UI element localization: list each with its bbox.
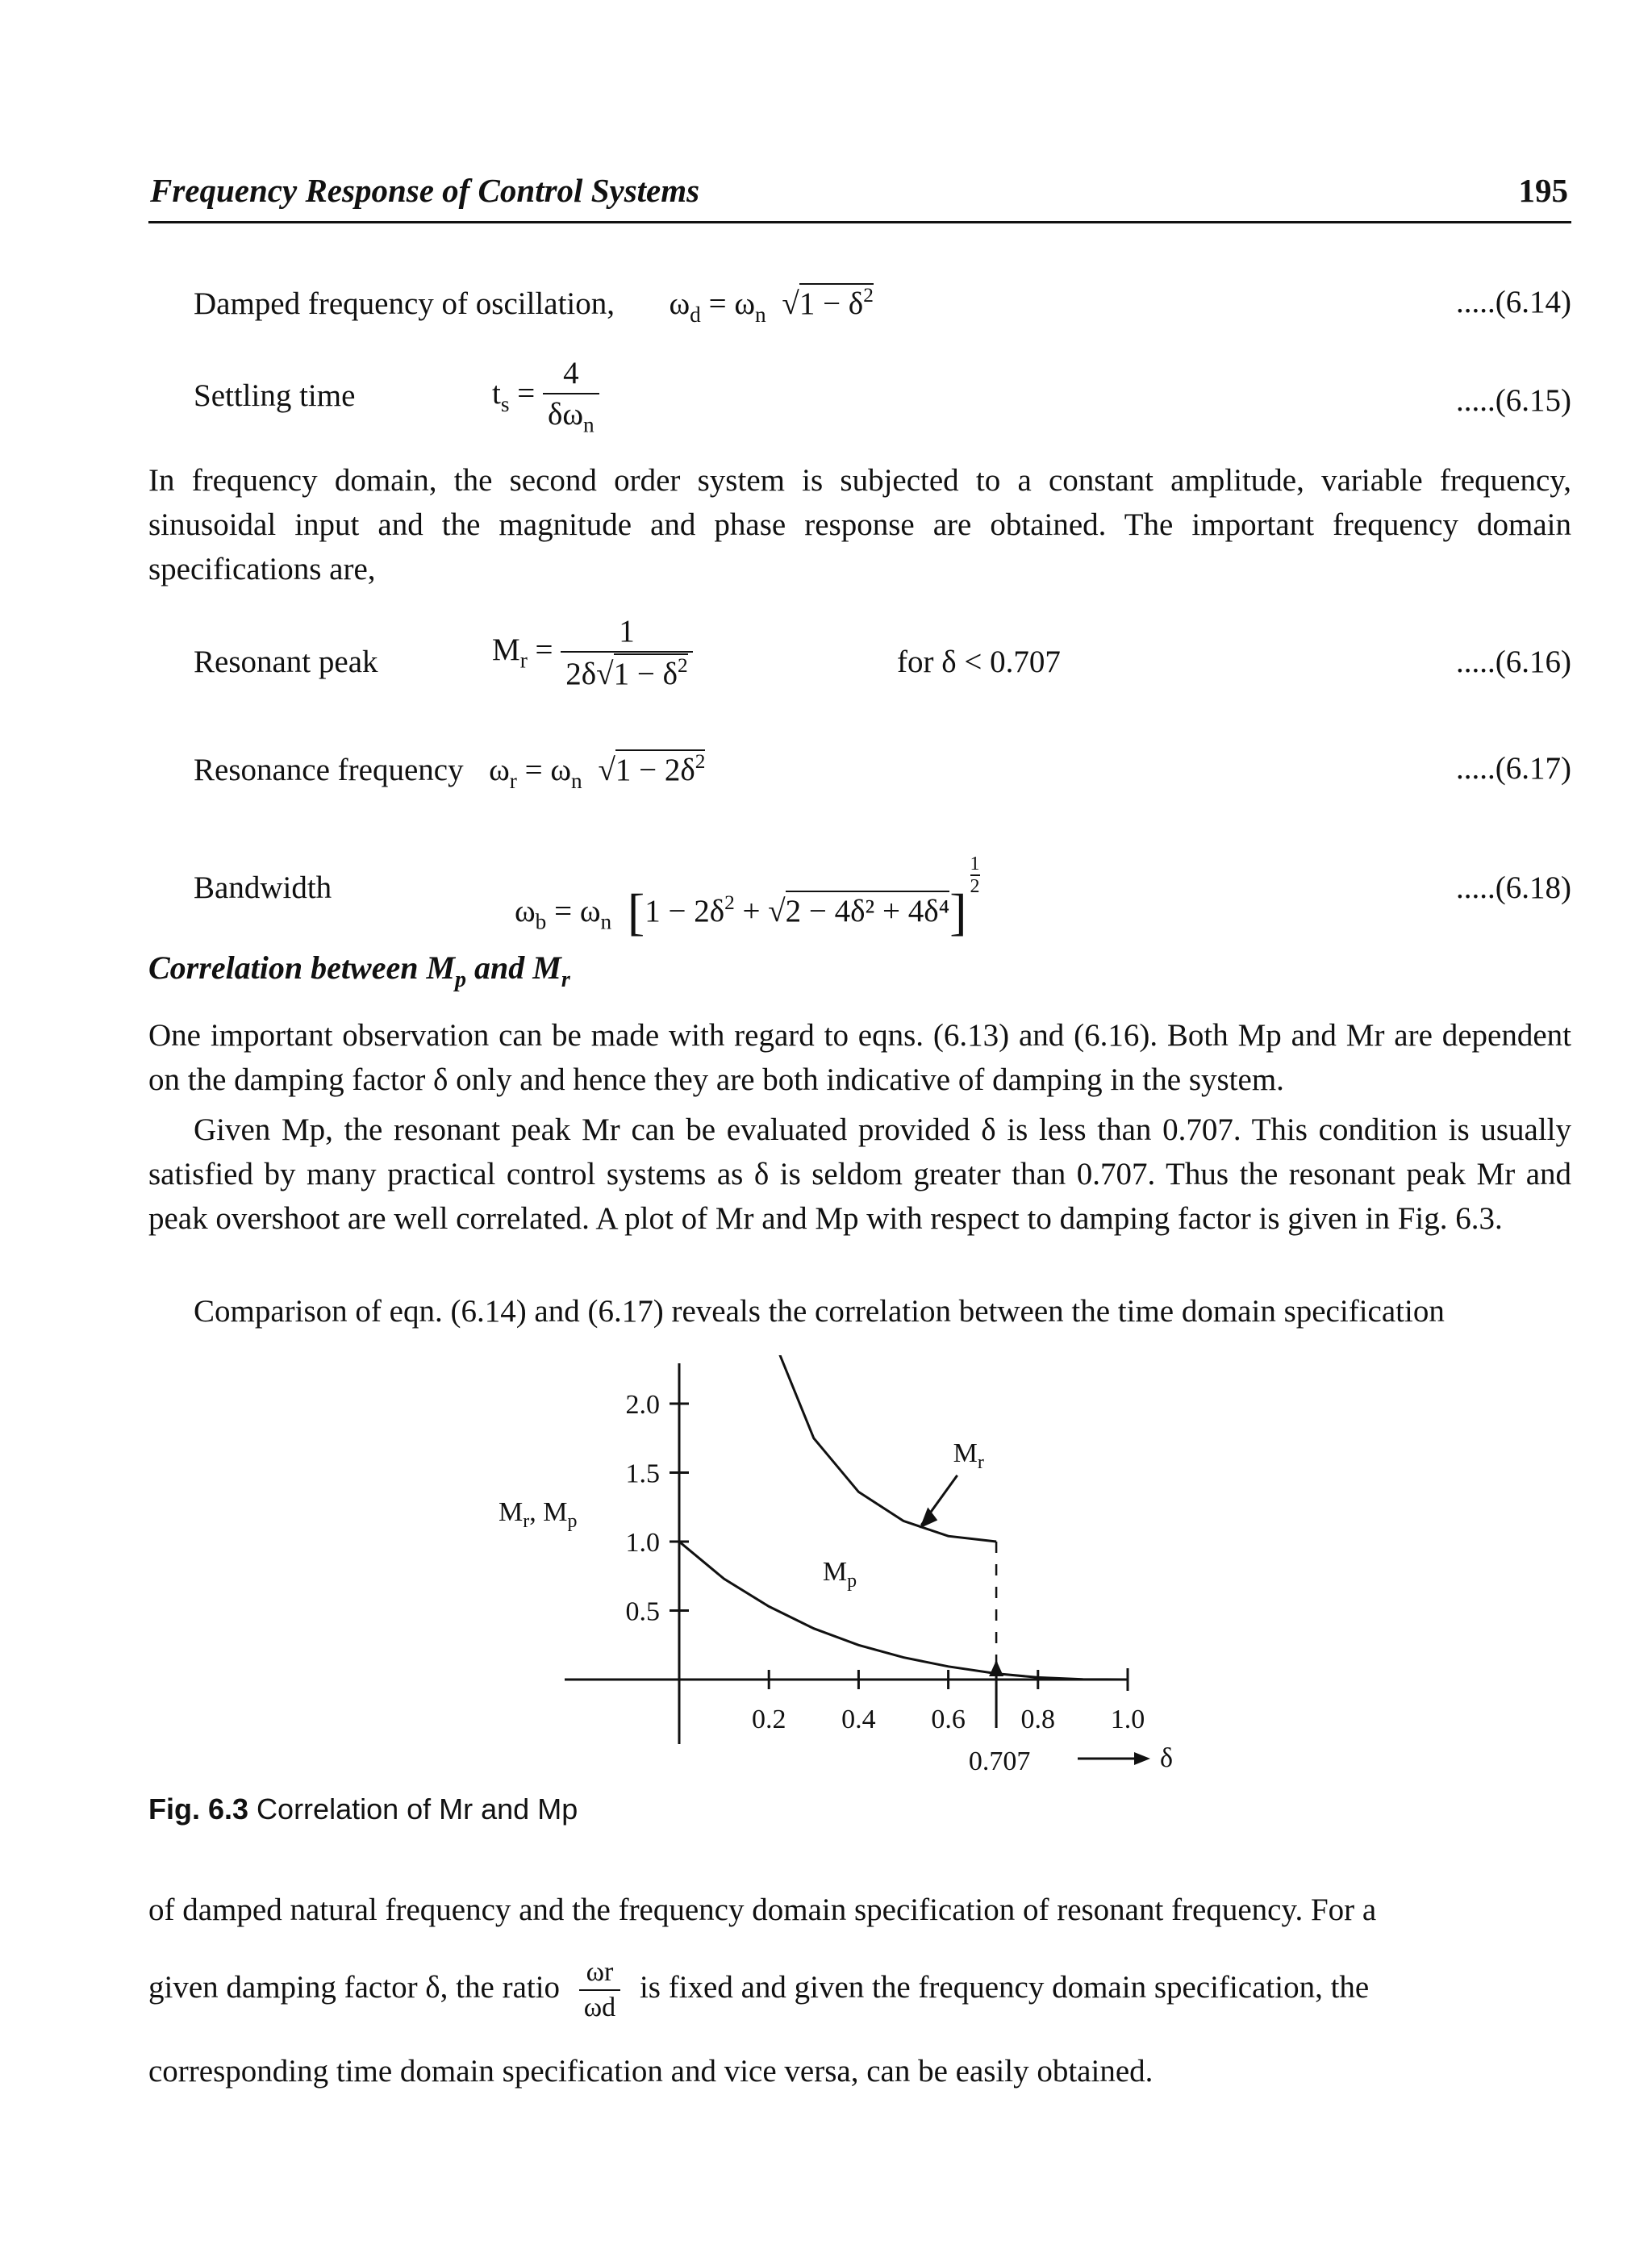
symbol: = ω (516, 753, 572, 788)
x-tick-label: 0.4 (841, 1705, 876, 1734)
symbol: M (492, 632, 520, 668)
heading-text: Correlation between M (148, 949, 456, 986)
equation-6-17: Resonance frequency $\omega_r = \omega_n$ $√1 - 2\delta^2$ (194, 750, 706, 793)
paragraph-given: Given Mp, the resonant peak Mr can be evaluated provided δ is less than 0.707. This condition is usually satisfied by many practical control systems as δ is seldom greater than 0.707. Thus the resonant peak Mr and peak overshoot are well correlated. A plot of Mr and Mp with respect to damping factor is given in Fig. 6.3. (148, 1112, 1571, 1236)
symbol: = ω (546, 894, 601, 929)
symbol: = (509, 376, 543, 411)
equation-number: .....(6.17) (1456, 751, 1571, 786)
symbol: t (492, 376, 501, 411)
fraction (543, 355, 599, 438)
equation-number: .....(6.14) (1456, 285, 1571, 319)
superscript: 2 (863, 284, 874, 307)
ratio-fraction (579, 1957, 620, 2023)
bandwidth-formula: $\omega_b = \omega_n$ $[1 - 2\delta^2 + √2 - 4\delta^2 + 4\delta^4]$ $\frac{1}{2}$ (515, 853, 980, 941)
equation-6-15 (194, 361, 356, 413)
caption-text: Correlation of Mr and Mp (257, 1792, 578, 1826)
series-mr-label: $M_r$ (953, 1438, 984, 1473)
operator: + (734, 894, 769, 929)
radicand: 1 − δ (799, 286, 864, 322)
subscript: r (561, 966, 570, 992)
symbol: ω (515, 894, 536, 929)
series-mp-label: $M_p$ (822, 1556, 857, 1592)
mr-annotation-arrowhead (920, 1507, 937, 1528)
equation-number: .....(6.18) (1456, 870, 1571, 905)
equation-label: Resonance frequency (194, 753, 464, 788)
caption-label: Fig. 6.3 (148, 1792, 249, 1826)
page-number: 195 (1518, 172, 1568, 209)
paragraph-observation: One important observation can be made with regard to eqns. (6.13) and (6.16). Both Mp and Mr are dependent on the damping factor δ only and hence they are both indicative of damping in the system. (148, 1018, 1571, 1097)
equation-number: .....(6.16) (1456, 645, 1571, 679)
subscript: r (519, 648, 528, 673)
subscript: d (690, 302, 701, 327)
running-header (148, 171, 1571, 223)
subscript: n (571, 768, 582, 793)
y-tick-label: 2.0 (625, 1390, 660, 1420)
numerator: 4 (563, 356, 579, 390)
equation-label: Damped frequency of oscillation, (194, 286, 615, 322)
equation-number: .....(6.15) (1456, 383, 1571, 418)
superscript: 2 (724, 891, 735, 914)
exponent-numerator: 1 (970, 853, 980, 874)
subscript: p (455, 966, 467, 992)
x-tick-label: 0.2 (751, 1705, 786, 1734)
y-tick-label: 1.0 (625, 1528, 660, 1558)
symbol: ω (669, 286, 690, 322)
symbol: = (527, 632, 561, 668)
denominator: ωd (579, 1989, 620, 2023)
x-tick-label: 1.0 (1110, 1705, 1145, 1734)
radical (799, 283, 874, 321)
term: 1 − 2δ (645, 894, 725, 929)
x-axis-direction-arrowhead (1134, 1752, 1150, 1765)
radical (615, 749, 706, 787)
exponent-denominator: 2 (970, 876, 980, 897)
fraction: $\frac{1}{2\delta√1 - \delta^2}$ (561, 613, 692, 692)
condition: for δ < 0.707 (897, 645, 1061, 679)
paragraph-intro: In frequency domain, the second order system is subjected to a constant amplitude, variable frequency, sinusoidal input and the magnitude and phase response are obtained. The important frequency domain specifications are, (148, 463, 1571, 586)
y-tick-label: 1.5 (625, 1459, 660, 1489)
series-mp-curve (679, 1542, 1128, 1680)
radicand: 1 − 2δ (615, 753, 695, 788)
paragraph-damped: of damped natural frequency and the frequency domain specification of resonant frequency. For a (148, 1893, 1377, 1927)
subscript: s (500, 391, 510, 416)
equation-6-18-label (194, 870, 332, 906)
subscript: r (509, 768, 517, 793)
symbol: ω (489, 753, 510, 788)
x-tick-label: 0.6 (931, 1705, 966, 1734)
heading-text: and M (466, 949, 561, 986)
numerator: ωr (586, 1957, 614, 1987)
equation-label: Bandwidth (194, 870, 332, 905)
symbol: = ω (700, 286, 755, 322)
superscript: 2 (677, 654, 688, 677)
radicand: 2 − 4δ² + 4δ⁴ (785, 894, 950, 929)
radicand: 1 − δ (613, 657, 678, 692)
paragraph-ratio (148, 1957, 1571, 2023)
correlation-chart (452, 1355, 1258, 1815)
y-tick-label: 0.5 (625, 1596, 660, 1627)
settling-formula (492, 355, 599, 438)
denominator: 2δ (565, 657, 597, 692)
subscript: b (535, 909, 547, 934)
subscript: n (755, 302, 766, 327)
equation-6-16-label (194, 644, 378, 680)
x-axis-label: δ (1159, 1743, 1174, 1773)
equation-label: Settling time (194, 378, 356, 413)
marker-arrowhead (989, 1660, 1003, 1676)
y-axis-label: $M_r$, $M_p$ (499, 1496, 578, 1532)
equation-label: Resonant peak (194, 645, 378, 679)
text: is fixed and given the frequency domain specification, the (639, 1969, 1370, 2005)
radical (786, 891, 950, 929)
text: given damping factor δ, the ratio (148, 1969, 561, 2005)
paragraph-comparison: Comparison of eqn. (6.14) and (6.17) reveals the correlation between the time domain specification (194, 1294, 1445, 1329)
figure-caption (148, 1792, 578, 1826)
resonant-peak-formula (492, 613, 693, 692)
numerator: 1 (619, 614, 635, 649)
subscript: n (583, 412, 594, 437)
marker-label: 0.707 (968, 1746, 1031, 1776)
section-heading (148, 949, 570, 993)
denominator: δω (547, 397, 584, 432)
paragraph-conclusion: corresponding time domain specification and vice versa, can be easily obtained. (148, 2054, 1153, 2089)
superscript: 2 (695, 750, 706, 773)
running-title: Frequency Response of Control Systems (150, 172, 700, 209)
subscript: n (600, 909, 612, 934)
equation-6-14: Damped frequency of oscillation, $\omega_d = \omega_n$ $√1 - \delta^2$ (194, 284, 874, 327)
x-tick-label: 0.8 (1020, 1705, 1056, 1734)
series-mr-curve (702, 1355, 996, 1542)
